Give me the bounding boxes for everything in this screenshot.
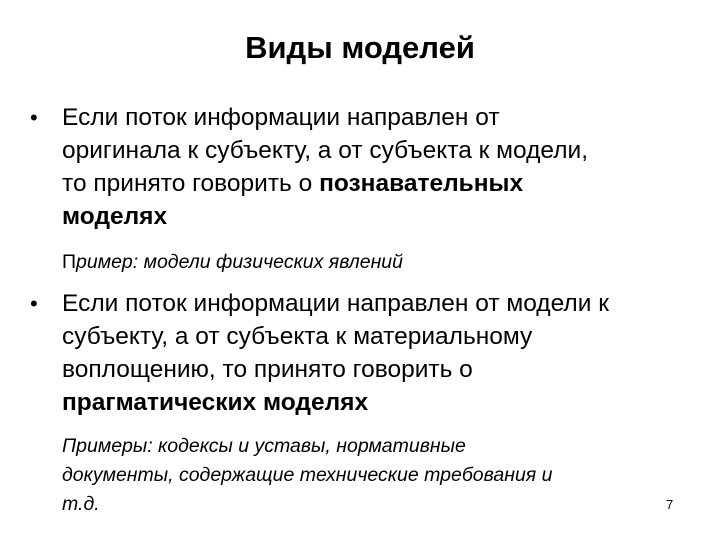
bullet-marker: • <box>30 291 38 316</box>
bullet-text <box>62 287 690 419</box>
bullet-text <box>62 101 690 233</box>
bullet-bold-term: моделях <box>62 203 168 230</box>
bullet-line: оригинала к субъекту, а от субъекта к модели, <box>62 137 589 164</box>
bullet-pragmatic-models <box>30 287 690 419</box>
example-text: ример: модели физических явлений <box>76 251 403 273</box>
example-cognitive <box>62 249 403 275</box>
bullet-line: субъекту, а от субъекта к материальному <box>62 323 533 350</box>
bullet-line: воплощению, то принято говорить о <box>62 356 473 383</box>
bullet-line <box>62 167 690 200</box>
example-pragmatic <box>62 432 682 519</box>
bullet-cognitive-models <box>30 101 690 233</box>
bullet-bold-term: прагматических моделях <box>62 389 369 416</box>
slide-title: Виды моделей <box>245 30 475 65</box>
example-line: Примеры: кодексы и уставы, нормативные <box>62 435 466 457</box>
bullet-bold-term: познавательных <box>319 170 524 197</box>
bullet-line: Если поток информации направлен от модели к <box>62 290 609 317</box>
page-number: 7 <box>666 497 674 512</box>
bullet-marker: • <box>30 105 38 130</box>
bullet-line-text: то принято говорить о <box>62 170 320 197</box>
example-first-letter: П <box>62 251 77 273</box>
example-line: документы, содержащие технические требования и <box>62 464 553 486</box>
example-line: т.д. <box>62 493 100 515</box>
bullet-line: Если поток информации направлен от <box>62 104 500 131</box>
